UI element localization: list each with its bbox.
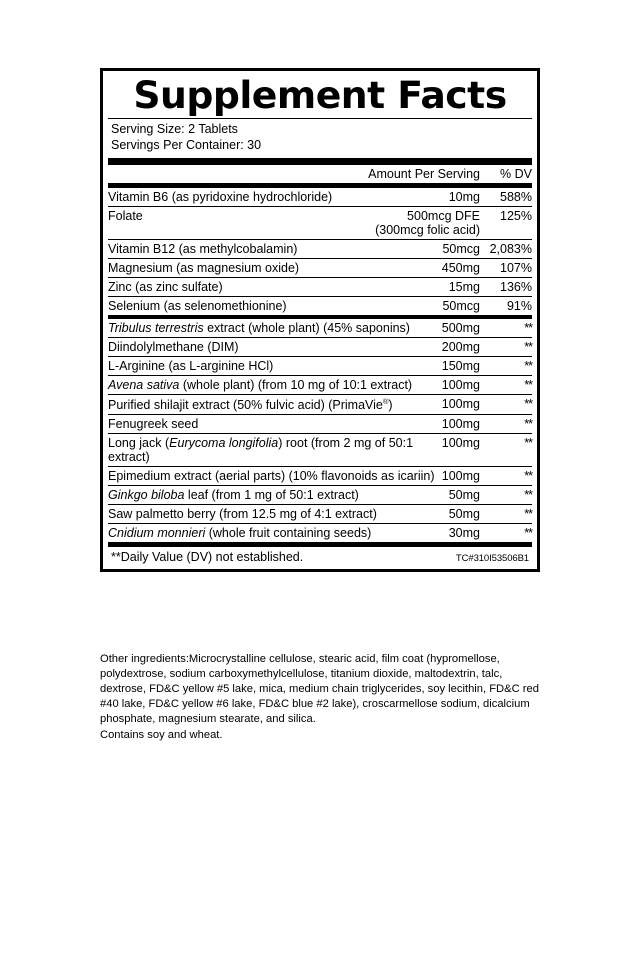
table-row <box>108 296 532 315</box>
ingredient-dv: ** <box>480 415 532 434</box>
panel-title: Supplement Facts <box>133 74 507 117</box>
ingredient-name <box>108 375 442 394</box>
table-header-row <box>108 165 532 184</box>
nutrient-dv: 2,083% <box>480 239 532 258</box>
ingredient-name <box>108 505 442 524</box>
nutrient-amount-main: 500mcg DFE <box>407 208 480 223</box>
nutrient-name: Vitamin B6 (as pyridoxine hydrochloride) <box>108 188 361 207</box>
table-row <box>108 486 532 505</box>
table-row <box>108 356 532 375</box>
nutrient-name: Zinc (as zinc sulfate) <box>108 277 361 296</box>
ingredient-name-rest: (whole fruit containing seeds) <box>205 526 372 540</box>
ingredient-name-rest: L-Arginine (as L-arginine HCl) <box>108 358 274 373</box>
nutrient-amount-sub: (300mcg folic acid) <box>375 222 480 237</box>
ingredient-name-italic: Cnidium monnieri <box>108 526 206 540</box>
ingredient-name <box>108 524 442 543</box>
panel-code: TC#310I53506B1 <box>455 553 529 564</box>
ingredient-amount: 100mg <box>442 394 480 414</box>
table-row <box>108 375 532 394</box>
ingredient-name-rest: Epimedium extract (aerial parts) (10% flavonoids as icariin) <box>108 469 435 483</box>
ingredient-name <box>108 337 442 356</box>
nutrient-dv: 136% <box>480 277 532 296</box>
ingredient-name-italic: Ginkgo biloba <box>108 488 185 502</box>
table-row <box>108 467 532 486</box>
ingredient-name <box>108 356 442 375</box>
table-row <box>108 239 532 258</box>
ingredient-name <box>108 467 442 486</box>
nutrient-name: Magnesium (as magnesium oxide) <box>108 258 361 277</box>
ingredient-amount: 100mg <box>442 415 480 434</box>
nutrient-amount: 50mcg <box>361 239 480 258</box>
table-row <box>108 188 532 207</box>
ingredient-dv: ** <box>480 394 532 414</box>
table-row <box>108 258 532 277</box>
nutrient-amount: 10mg <box>361 188 480 207</box>
nutrient-name: Selenium (as selenomethionine) <box>108 298 287 313</box>
ingredient-dv: ** <box>480 356 532 375</box>
ingredient-dv: ** <box>480 505 532 524</box>
ingredient-amount: 50mg <box>442 505 480 524</box>
ingredient-name-rest: Purified shilajit extract (50% fulvic acid) (PrimaVie®) <box>108 396 393 412</box>
panel-footer <box>103 547 537 569</box>
table-row <box>108 319 532 338</box>
serving-info <box>103 119 537 158</box>
ingredient-name-rest: Saw palmetto berry (from 12.5 mg of 4:1 extract) <box>108 507 377 521</box>
servings-per-container: Servings Per Container: 30 <box>111 138 262 153</box>
header-amount-per-serving: Amount Per Serving <box>108 165 480 184</box>
ingredient-dv: ** <box>480 467 532 486</box>
ingredient-name-rest: (whole plant) (from 10 mg of 10:1 extract) <box>179 377 413 392</box>
nutrient-amount: 450mg <box>361 258 480 277</box>
ingredient-dv: ** <box>480 337 532 356</box>
nutrient-dv: 125% <box>480 206 532 239</box>
nutrient-name: Folate <box>108 206 361 239</box>
ingredient-amount: 100mg <box>442 467 480 486</box>
ingredient-amount: 150mg <box>442 356 480 375</box>
ingredient-name: Long jack (Eurycoma longifolia) root (from 2 mg of 50:1 extract) <box>108 434 442 467</box>
botanicals-table <box>108 319 532 543</box>
ingredient-name <box>108 486 442 505</box>
ingredient-name <box>108 394 442 414</box>
nutrient-amount <box>361 206 480 239</box>
nutrient-dv: 91% <box>506 298 532 313</box>
vitamins-minerals-table <box>108 188 532 315</box>
ingredient-amount: 100mg <box>442 375 480 394</box>
serving-size: Serving Size: 2 Tablets <box>111 121 238 136</box>
ingredient-name-rest: leaf (from 1 mg of 50:1 extract) <box>184 488 359 502</box>
ingredient-name-rest: extract (whole plant) (45% saponins) <box>203 320 410 335</box>
divider-thick-top <box>108 158 532 165</box>
table-row <box>108 394 532 414</box>
nutrient-dv: 588% <box>480 188 532 207</box>
table-row <box>108 505 532 524</box>
ingredient-amount: 500mg <box>442 319 480 338</box>
nutrient-amount: 50mcg <box>442 298 480 313</box>
ingredient-amount: 100mg <box>442 434 480 467</box>
nutrient-amount: 15mg <box>361 277 480 296</box>
daily-value-footnote: **Daily Value (DV) not established. <box>111 550 304 564</box>
other-ingredients-text: Other ingredients:Microcrystalline cellulose, stearic acid, film coat (hypromellose, polydextrose, sodium carboxymethylcellulose, titanium dioxide, maltodextrin, talc, dextrose, FD&C yellow #5 lake, mica, medium chain triglycerides, soy lecithin, FD&C red #40 lake, FD&C yellow #6 lake, FD&C blue #2 lake), croscarmellose sodium, dicalcium phosphate, magnesium stearate, and silica. <box>100 653 539 726</box>
ingredient-name <box>108 319 442 338</box>
ingredient-dv: ** <box>480 319 532 338</box>
ingredient-dv: ** <box>480 524 532 543</box>
table-row <box>108 337 532 356</box>
table-row <box>108 415 532 434</box>
table-row <box>108 206 532 239</box>
ingredient-dv: ** <box>480 486 532 505</box>
nutrient-dv: 107% <box>480 258 532 277</box>
ingredient-amount: 200mg <box>442 337 480 356</box>
ingredient-name <box>108 415 442 434</box>
table-row <box>108 277 532 296</box>
nutrient-name: Vitamin B12 (as methylcobalamin) <box>108 239 361 258</box>
table-row <box>108 434 532 467</box>
ingredient-name-rest: Diindolylmethane (DIM) <box>108 339 239 354</box>
table-row <box>108 524 532 543</box>
ingredient-dv: ** <box>480 434 532 467</box>
ingredient-amount: 50mg <box>442 486 480 505</box>
ingredient-amount: 30mg <box>442 524 480 543</box>
ingredient-name-rest: Fenugreek seed <box>108 417 199 431</box>
other-ingredients-block <box>100 652 545 743</box>
supplement-facts-panel <box>100 68 540 572</box>
allergen-statement: Contains soy and wheat. <box>100 728 223 741</box>
ingredient-name-italic: Avena sativa <box>108 377 180 392</box>
ingredient-name-italic: Tribulus terrestris <box>108 320 204 335</box>
ingredient-dv: ** <box>480 375 532 394</box>
nutrients-table <box>108 165 532 184</box>
header-percent-dv: % DV <box>480 165 532 184</box>
